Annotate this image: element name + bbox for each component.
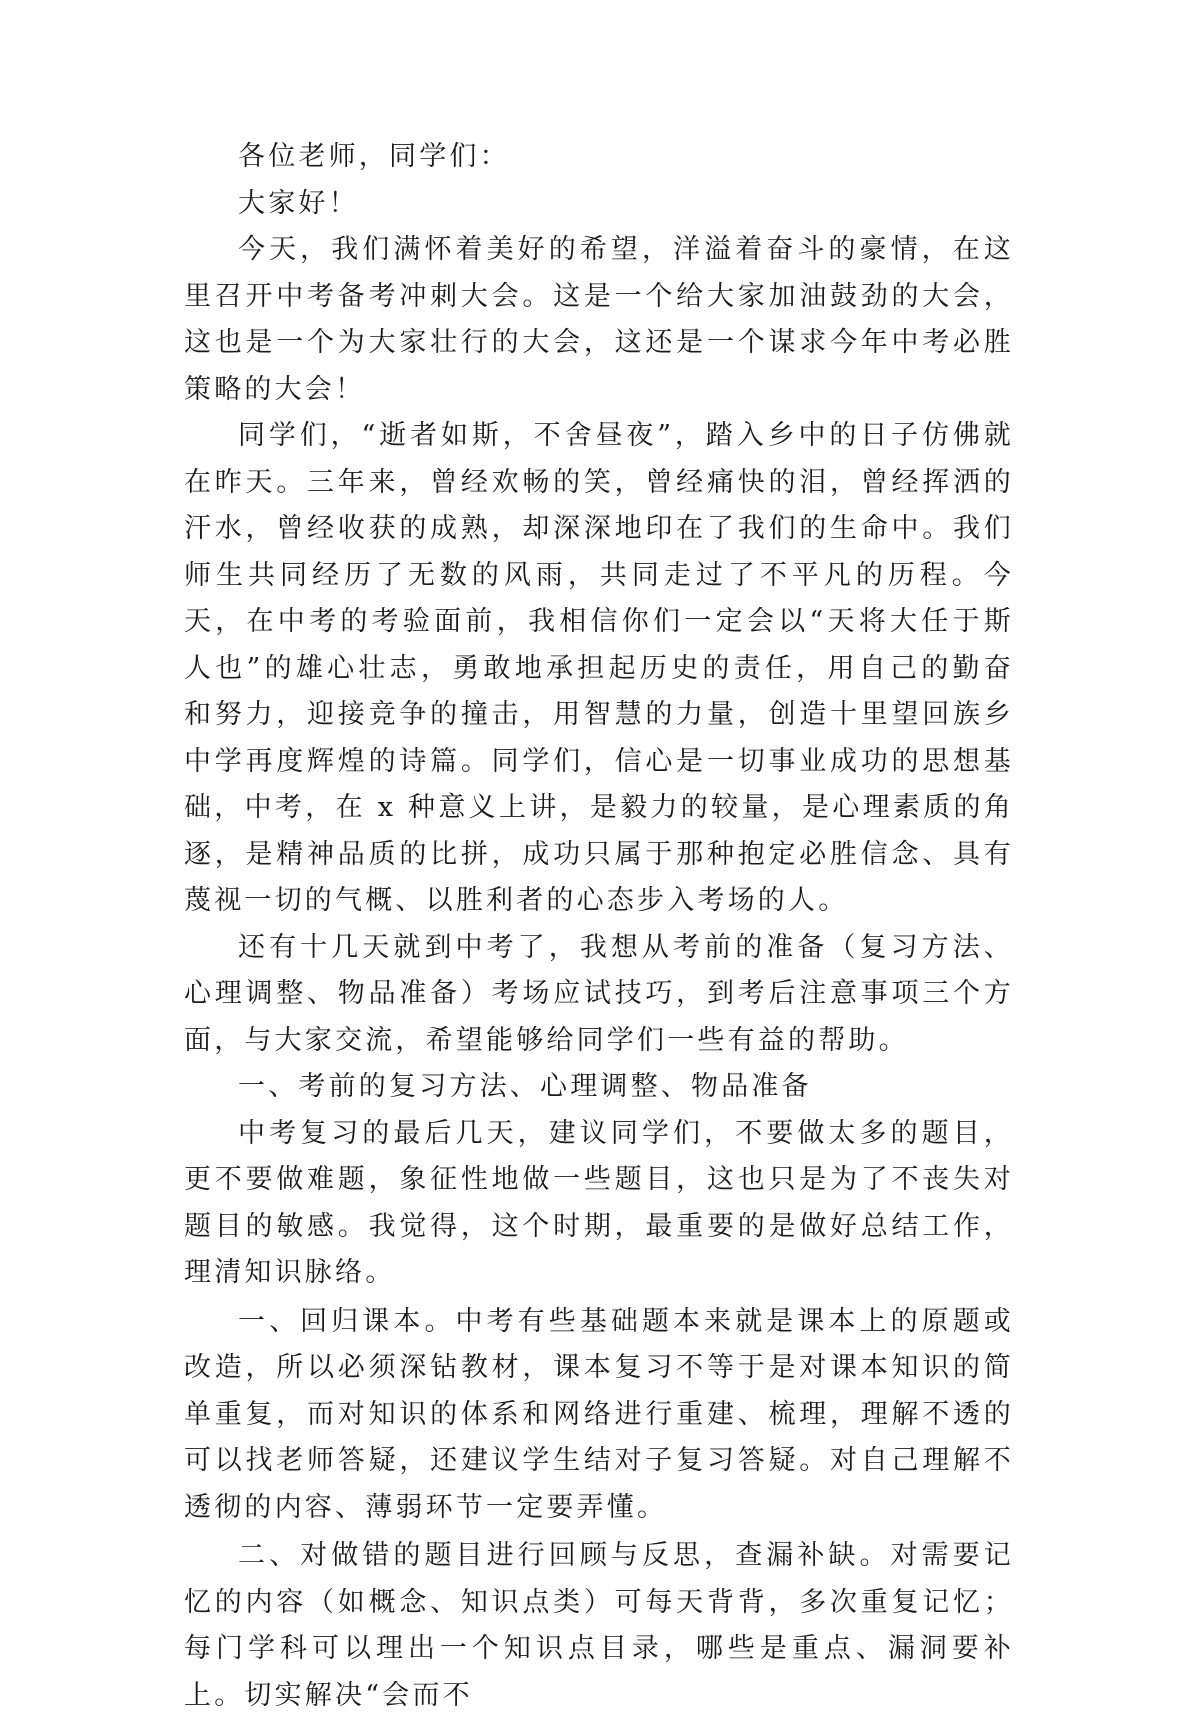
paragraph-point-one: 一、回归课本。中考有些基础题本来就是课本上的原题或改造，所以必须深钻教材，课本复习不等于是对课本知识的简单重复，而对知识的体系和网络进行重建、梳理，理解不透的可以找老师答疑，还建议学生结对子复习答疑。对自己理解不透彻的内容、薄弱环节一定要弄懂。 (184, 1305, 1014, 1523)
paragraph-opening: 今天，我们满怀着美好的希望，洋溢着奋斗的豪情，在这里召开中考备考冲刺大会。这是一个给大家加油鼓劲的大会，这也是一个为大家壮行的大会，这还是一个谋求今年中考必胜策略的大会！ (184, 234, 1014, 405)
paragraph-intro-topics: 还有十几天就到中考了，我想从考前的准备（复习方法、心理调整、物品准备）考场应试技巧，到考后注意事项三个方面，与大家交流，希望能够给同学们一些有益的帮助。 (184, 931, 1014, 1056)
section-heading: 一、考前的复习方法、心理调整、物品准备 (238, 1071, 812, 1102)
salutation: 各位老师，同学们： (238, 141, 510, 172)
paragraph-encouragement: 同学们，“逝者如斯，不舍昼夜”，踏入乡中的日子仿佛就在昨天。三年来，曾经欢畅的笑，曾经痛快的泪，曾经挥洒的汗水，曾经收获的成熟，却深深地印在了我们的生命中。我们师生共同经历了无数的风雨，共同走过了不平凡的历程。今天，在中考的考验面前，我相信你们一定会以“天将大任于斯人也”的雄心壮志，勇敢地承担起历史的责任，用自己的勤奋和努力，迎接竞争的撞击，用智慧的力量，创造十里望回族乡中学再度辉煌的诗篇。同学们，信心是一切事业成功的思想基础，中考，在 x 种意义上讲，是毅力的较量，是心理素质的角逐，是精神品质的比拼，成功只属于那种抱定必胜信念、具有蔑视一切的气概、以胜利者的心态步入考场的人。 (184, 420, 1014, 916)
greeting: 大家好！ (238, 187, 359, 219)
paragraph-point-two: 二、对做错的题目进行回顾与反思，查漏补缺。对需要记忆的内容（如概念、知识点类）可每天背背，多次重复记忆；每门学科可以理出一个知识点目录，哪些是重点、漏洞要补上。切实解决“会而不 (184, 1540, 1014, 1711)
paragraph-review-advice: 中考复习的最后几天，建议同学们，不要做太多的题目，更不要做难题，象征性地做一些题目，这也只是为了不丧失对题目的敏感。我觉得，这个时期，最重要的是做好总结工作，理清知识脉络。 (184, 1117, 1014, 1288)
document-body (184, 134, 1014, 1719)
